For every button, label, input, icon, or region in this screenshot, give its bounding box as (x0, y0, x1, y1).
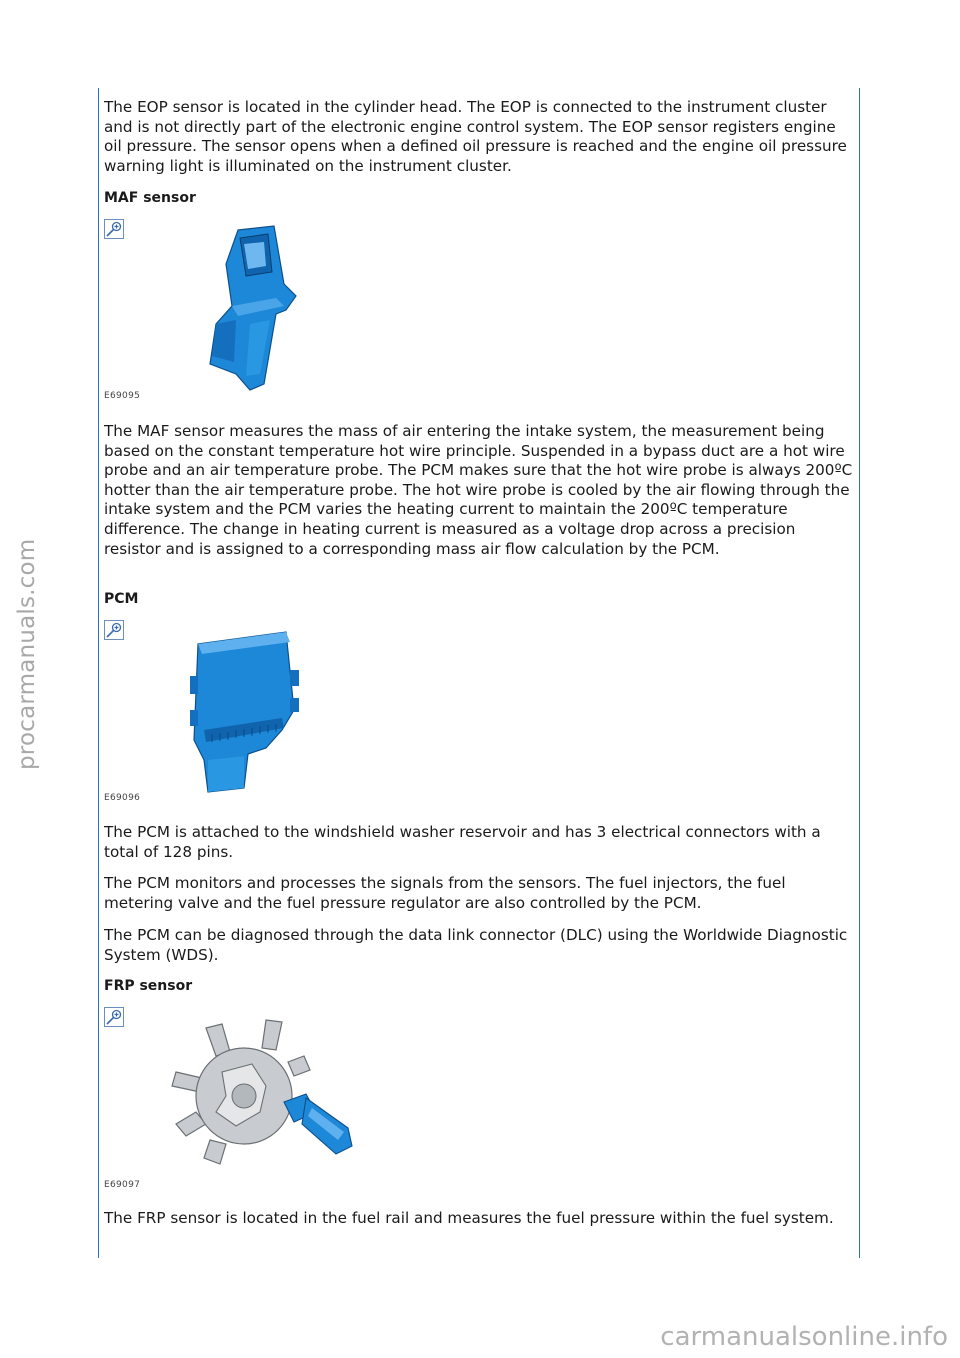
maf-paragraph: The MAF sensor measures the mass of air entering the intake system, the measurement being based on the constant temperature hot wire principle. Suspended in a bypass duct are a hot wire probe and an air temperature probe. The PCM makes sure that the hot wire probe is always 200ºC hotter than the air temperature probe. The hot wire probe is cooled by the air flowing through the intake system and the PCM varies the heating current to maintain the 200ºC temperature difference. The change in heating current is measured as a voltage drop across a precision resistor and is assigned to a corresponding mass air flow calculation by the PCM. (104, 422, 853, 558)
eop-paragraph: The EOP sensor is located in the cylinder head. The EOP is connected to the instrument cluster and is not directly part of the electronic engine control system. The EOP sensor registers engine oil pressure. The sensor opens when a defined oil pressure is reached and the engine oil pressure warning light is illuminated on the instrument cluster. (104, 98, 847, 175)
pcm-heading: PCM (104, 591, 139, 607)
frp-sensor-illustration (166, 1016, 366, 1176)
bottom-watermark: carmanualsonline.info (660, 1322, 948, 1352)
pcm-function-paragraph: The PCM monitors and processes the signals from the sensors. The fuel injectors, the fuel metering valve and the fuel pressure regulator are also controlled by the PCM. (104, 874, 786, 912)
side-watermark: procarmanuals.com (14, 538, 40, 770)
maf-figure-id: E69095 (104, 391, 141, 401)
zoom-in-icon[interactable] (104, 1007, 124, 1027)
pcm-figure-id: E69096 (104, 793, 141, 803)
pcm-diagnosis-paragraph: The PCM can be diagnosed through the data link connector (DLC) using the Worldwide Diagnostic System (WDS). (104, 926, 848, 964)
pcm-module-illustration (186, 630, 306, 795)
frp-figure-id: E69097 (104, 1180, 141, 1190)
left-margin-rule (98, 88, 99, 1258)
frp-paragraph: The FRP sensor is located in the fuel rail and measures the fuel pressure within the fuel system. (104, 1209, 834, 1227)
maf-heading: MAF sensor (104, 190, 196, 206)
right-margin-rule (859, 88, 860, 1258)
zoom-in-icon[interactable] (104, 620, 124, 640)
maf-sensor-illustration (196, 224, 306, 394)
pcm-location-paragraph: The PCM is attached to the windshield washer reservoir and has 3 electrical connectors with a total of 128 pins. (104, 823, 821, 861)
frp-heading: FRP sensor (104, 978, 193, 994)
zoom-in-icon[interactable] (104, 219, 124, 239)
